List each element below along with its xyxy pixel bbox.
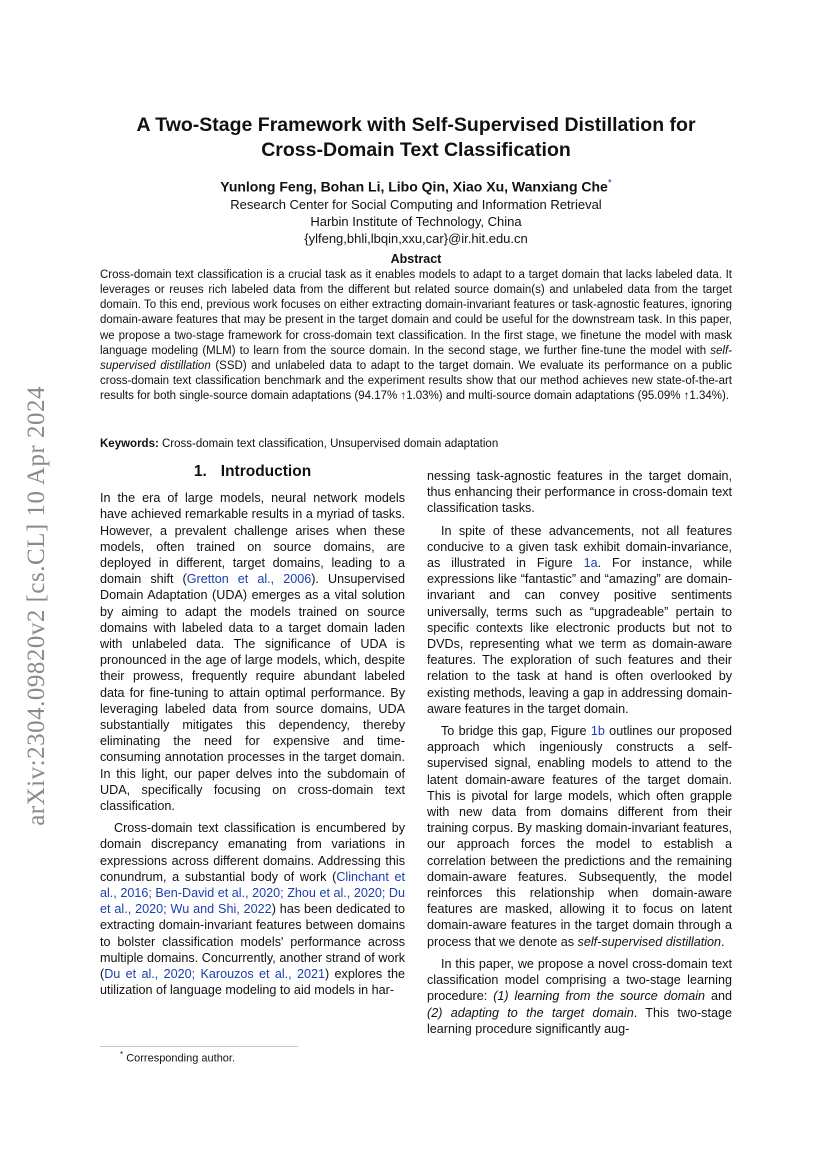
section-number: 1. xyxy=(193,463,207,480)
intro-p6-emphasis-1: (1) learning from the source domain xyxy=(493,989,706,1004)
intro-p6-text-b: and xyxy=(705,989,732,1004)
intro-p1-text-a: In the era of large models, neural network models have achieved remarkable results in a myriad of tasks. However, a prevalent challenge arises when these models, often trained on source domains, are deployed in different, target domains, leading to a domain shift ( xyxy=(100,491,405,587)
keywords-label: Keywords: xyxy=(100,438,159,450)
footnote xyxy=(120,1050,235,1065)
citation-link[interactable]: Du et al., 2020; Karouzos et al., 2021 xyxy=(104,967,326,982)
keywords-line xyxy=(100,437,732,452)
intro-p6-text-c: . This two-stage learning procedure significantly aug- xyxy=(427,1005,732,1036)
abstract-text-2: (SSD) and unlabeled data to adapt to the target domain. We evaluate its performance on a public cross-domain text classification benchmark and the experiment results show that our method achieves new state-of-the-art results for both single-source domain adaptations (94.17% ↑1.03%) and multi-source domain adaptations (95.09% ↑1.34%). xyxy=(100,359,732,403)
footnote-text: Corresponding author. xyxy=(126,1052,236,1065)
intro-paragraph-1 xyxy=(100,490,405,814)
intro-p6-text-a: In this paper, we propose a novel cross-domain text classification model comprising a two-stage learning procedure: xyxy=(427,956,732,1004)
abstract-emphasis: self-supervised distillation xyxy=(100,344,732,372)
intro-p1-text-b: ). Unsupervised Domain Adaptation (UDA) emerges as a vital solution by aiming to adapt the models trained on source domains with labeled data to a target domain laden with unlabeled data. The significance of UDA is pronounced in the age of large models, which, despite their prowess, frequently require abundant labeled data for fine-tuning to attain optimal performance. By leveraging labeled data from source domains, UDA substantially mitigates this dependency, thereby eliminating the need for expensive and time-consuming annotation processes in the target domain. In this light, our paper delves into the subdomain of UDA, specifically focusing on cross-domain text classification. xyxy=(100,572,405,814)
footnote-mark: * xyxy=(120,1050,124,1059)
corresponding-author-mark[interactable]: * xyxy=(607,178,612,189)
paper-title-line-1: A Two-Stage Framework with Self-Supervised Distillation for xyxy=(136,114,696,136)
intro-paragraph-4 xyxy=(427,523,732,717)
section-heading xyxy=(100,464,405,480)
keywords-text: Cross-domain text classification, Unsupervised domain adaptation xyxy=(158,438,499,450)
intro-paragraph-5 xyxy=(427,723,732,950)
intro-paragraph-6 xyxy=(427,956,732,1037)
intro-p5-emphasis: self-supervised distillation xyxy=(577,934,722,949)
intro-p6-emphasis-2: (2) adapting to the target domain xyxy=(427,1005,634,1020)
intro-p4-text-a: In spite of these advancements, not all features conducive to a given task exhibit domain-invariance, as illustrated in Figure xyxy=(427,523,732,571)
intro-paragraph-2 xyxy=(100,820,405,998)
right-column xyxy=(427,468,732,1043)
intro-p5-text-b: outlines our proposed approach which ingeniously constructs a self-supervised signal, enabling models to attend to the latent domain-aware features of the target domain. This is pivotal for large models, which often grapple with new data from domains different from their training corpus. By masking domain-invariant features, our approach forces the model to establish a correlation between the predictions and the remaining domain-aware features. Subsequently, the model reinforces this relationship when domain-aware features are masked, allowing it to focus on latent domain-aware features in the target domain through a process that we denote as xyxy=(427,724,732,949)
intro-p4-text-b: . For instance, while expressions like “fantastic” and “amazing” are domain-invariant and can convey positive sentiments universally, terms such as “upgradeable” pertain to specific contexts like electronic products but not to DVDs, representing what we term as domain-aware features. The exploration of such features and their relation to the task at hand is often overlooked by existing methods, leaving a gap in addressing domain-aware features in the target domain. xyxy=(427,556,732,716)
intro-p5-text-a: To bridge this gap, Figure xyxy=(441,724,591,739)
abstract-body xyxy=(100,268,732,404)
intro-paragraph-3: nessing task-agnostic features in the target domain, thus enhancing their performance in cross-domain text classification tasks. xyxy=(427,469,732,516)
intro-p5-text-c: . xyxy=(721,934,725,949)
intro-p2-text-b: ) has been dedicated to extracting domain-invariant features between domains to bolster classification models' performance across multiple domains. Concurrently, another strand of work ( xyxy=(100,902,405,982)
intro-p2-text-c: ) explores the utilization of language modeling to aid models in har- xyxy=(100,967,405,998)
paper-title xyxy=(100,113,732,163)
author-names: Yunlong Feng, Bohan Li, Libo Qin, Xiao Xu, Wanxiang Che xyxy=(220,178,608,195)
affiliation-line-2: Harbin Institute of Technology, China xyxy=(310,214,522,229)
figure-ref-link[interactable]: 1a xyxy=(583,556,598,571)
paper-title-line-2: Cross-Domain Text Classification xyxy=(261,139,571,161)
footnote-divider xyxy=(100,1046,298,1047)
affiliation-emails: {ylfeng,bhli,lbqin,xxu,car}@ir.hit.edu.cn xyxy=(304,231,528,246)
left-column xyxy=(100,464,405,1005)
figure-ref-link[interactable]: 1b xyxy=(590,724,605,739)
intro-p2-text-a: Cross-domain text classification is encumbered by domain discrepancy emanating from variations in expressions across different domains. Addressing this conundrum, a substantial body of work ( xyxy=(100,821,405,884)
arxiv-identifier-text: arXiv:2304.09820v2 [cs.CL] 10 Apr 2024 xyxy=(23,386,50,826)
section-title: Introduction xyxy=(220,463,312,480)
citation-link[interactable]: Gretton et al., 2006 xyxy=(186,572,312,587)
arxiv-identifier-stamp xyxy=(18,366,56,846)
author-list xyxy=(100,178,732,195)
affiliation-block xyxy=(100,196,732,247)
citation-link[interactable]: Clinchant et al., 2016; Ben-David et al., 2020; Zhou et al., 2020; Du et al., 2020; Wu and Shi, 2022 xyxy=(100,869,405,917)
abstract-heading: Abstract xyxy=(390,252,442,266)
affiliation-line-1: Research Center for Social Computing and Information Retrieval xyxy=(230,197,602,212)
abstract-text-1: Cross-domain text classification is a crucial task as it enables models to adapt to a target domain that lacks labeled data. It leverages or reuses rich labeled data from the different but related source domain(s) and unlabeled data from the target domain. To this end, previous work focuses on either extracting domain-invariant features or task-agnostic features, ignoring domain-aware features that may be present in the target domain and could be useful for the downstream task. In this paper, we propose a two-stage framework for cross-domain text classification. In the first stage, we finetune the model with mask language modeling (MLM) to learn from the source domain. In the second stage, we further fine-tune the model with xyxy=(100,269,732,357)
